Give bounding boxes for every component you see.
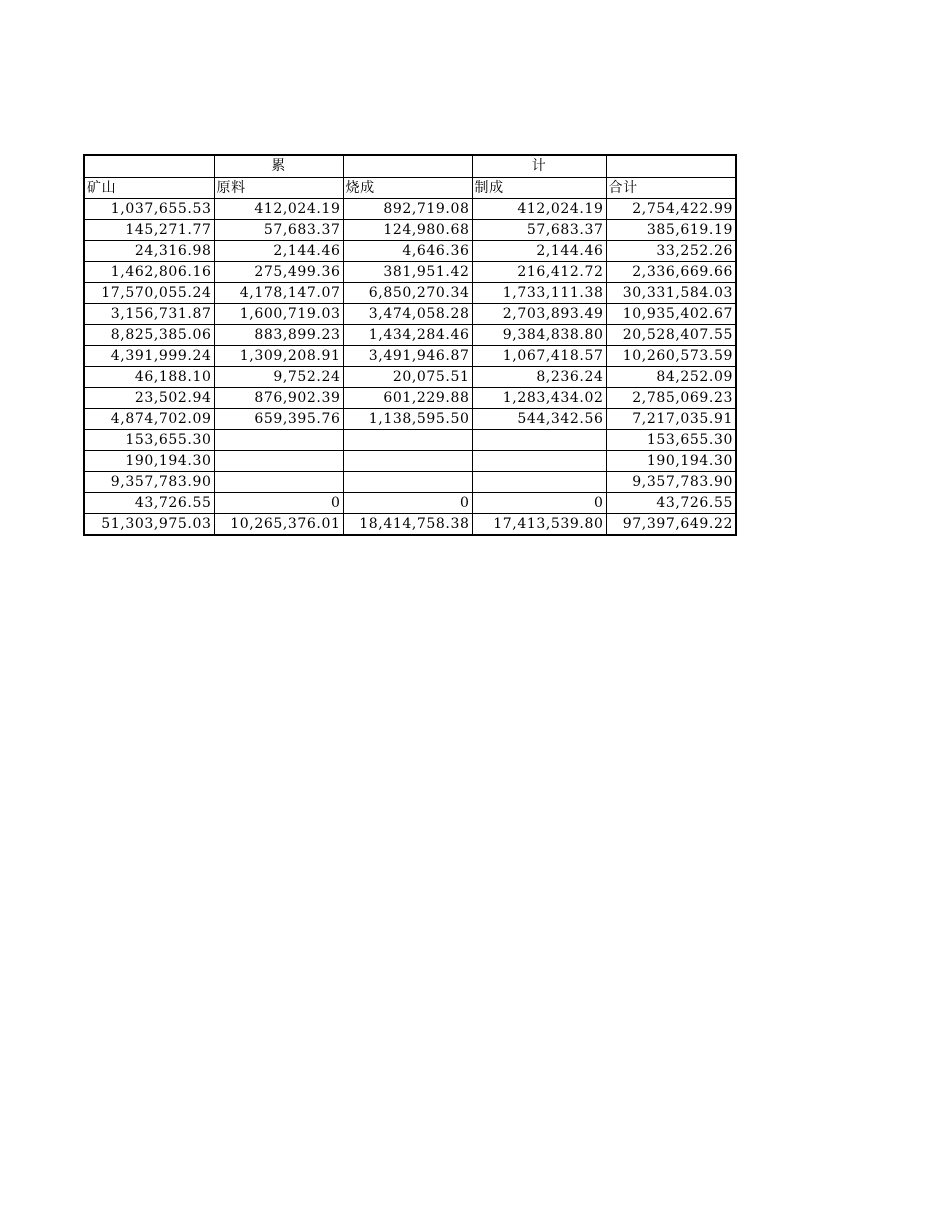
table-cell[interactable]: 9,357,783.90 xyxy=(85,471,214,492)
table-cell[interactable]: 10,260,573.59 xyxy=(606,345,735,366)
table-cell[interactable]: 84,252.09 xyxy=(606,366,735,387)
table-cell[interactable]: 57,683.37 xyxy=(472,219,606,240)
table-cell[interactable]: 33,252.26 xyxy=(606,240,735,261)
table-cell[interactable]: 1,462,806.16 xyxy=(85,261,214,282)
table-cell[interactable]: 876,902.39 xyxy=(214,387,343,408)
table-cell[interactable]: 9,384,838.80 xyxy=(472,324,606,345)
table-cell[interactable]: 381,951.42 xyxy=(343,261,472,282)
table-cell[interactable]: 20,528,407.55 xyxy=(606,324,735,345)
table-cell[interactable] xyxy=(343,471,472,492)
table-row xyxy=(85,345,735,366)
table-row xyxy=(85,261,735,282)
table-cell[interactable]: 2,336,669.66 xyxy=(606,261,735,282)
total-row xyxy=(85,513,735,534)
table-cell[interactable]: 4,874,702.09 xyxy=(85,408,214,429)
table-cell[interactable]: 892,719.08 xyxy=(343,198,472,219)
table-cell[interactable]: 17,570,055.24 xyxy=(85,282,214,303)
table-cell[interactable]: 190,194.30 xyxy=(606,450,735,471)
table-cell[interactable] xyxy=(472,450,606,471)
table-cell[interactable]: 17,413,539.80 xyxy=(472,513,606,534)
table-cell[interactable]: 124,980.68 xyxy=(343,219,472,240)
table-cell[interactable]: 153,655.30 xyxy=(85,429,214,450)
table-cell[interactable]: 275,499.36 xyxy=(214,261,343,282)
table-cell[interactable]: 153,655.30 xyxy=(606,429,735,450)
column-header-firing[interactable]: 烧成 xyxy=(343,177,472,198)
table-row xyxy=(85,492,735,513)
table-cell[interactable]: 2,144.46 xyxy=(214,240,343,261)
table-cell[interactable]: 2,144.46 xyxy=(472,240,606,261)
table-cell[interactable]: 1,037,655.53 xyxy=(85,198,214,219)
table-cell[interactable]: 10,935,402.67 xyxy=(606,303,735,324)
table-cell[interactable]: 3,156,731.87 xyxy=(85,303,214,324)
table-row xyxy=(85,387,735,408)
table-cell[interactable] xyxy=(343,429,472,450)
table-cell[interactable]: 8,236.24 xyxy=(472,366,606,387)
table-cell[interactable]: 30,331,584.03 xyxy=(606,282,735,303)
table-row xyxy=(85,408,735,429)
group-header-row xyxy=(85,156,735,177)
table-cell[interactable]: 1,733,111.38 xyxy=(472,282,606,303)
table-cell[interactable]: 97,397,649.22 xyxy=(606,513,735,534)
column-header-mine[interactable]: 矿山 xyxy=(85,177,214,198)
table-cell[interactable]: 216,412.72 xyxy=(472,261,606,282)
table-cell[interactable]: 883,899.23 xyxy=(214,324,343,345)
table-cell[interactable]: 145,271.77 xyxy=(85,219,214,240)
table-row xyxy=(85,366,735,387)
table-cell[interactable]: 46,188.10 xyxy=(85,366,214,387)
table-cell[interactable]: 4,178,147.07 xyxy=(214,282,343,303)
table-row xyxy=(85,282,735,303)
table-cell[interactable]: 18,414,758.38 xyxy=(343,513,472,534)
table-cell[interactable]: 659,395.76 xyxy=(214,408,343,429)
spreadsheet-table xyxy=(85,156,735,534)
table-cell[interactable]: 1,283,434.02 xyxy=(472,387,606,408)
table-cell[interactable]: 24,316.98 xyxy=(85,240,214,261)
table-row xyxy=(85,429,735,450)
table-cell[interactable]: 20,075.51 xyxy=(343,366,472,387)
table-cell[interactable]: 412,024.19 xyxy=(472,198,606,219)
table-cell[interactable]: 544,342.56 xyxy=(472,408,606,429)
table-cell[interactable]: 0 xyxy=(343,492,472,513)
table-cell[interactable]: 0 xyxy=(214,492,343,513)
table-cell[interactable]: 3,474,058.28 xyxy=(343,303,472,324)
group-header-cell[interactable]: 计 xyxy=(472,156,606,177)
column-header-raw-material[interactable]: 原料 xyxy=(214,177,343,198)
table-cell[interactable]: 385,619.19 xyxy=(606,219,735,240)
table-cell[interactable]: 51,303,975.03 xyxy=(85,513,214,534)
table-cell[interactable]: 2,754,422.99 xyxy=(606,198,735,219)
table-cell[interactable]: 1,434,284.46 xyxy=(343,324,472,345)
table-row xyxy=(85,240,735,261)
table-cell[interactable]: 1,600,719.03 xyxy=(214,303,343,324)
table-row xyxy=(85,198,735,219)
table-cell[interactable]: 1,067,418.57 xyxy=(472,345,606,366)
table-cell[interactable]: 9,357,783.90 xyxy=(606,471,735,492)
table-cell[interactable]: 4,391,999.24 xyxy=(85,345,214,366)
table-row xyxy=(85,450,735,471)
group-header-cell[interactable]: 累 xyxy=(214,156,343,177)
table-cell[interactable]: 7,217,035.91 xyxy=(606,408,735,429)
table-cell[interactable]: 23,502.94 xyxy=(85,387,214,408)
table-cell[interactable]: 4,646.36 xyxy=(343,240,472,261)
table-cell[interactable]: 57,683.37 xyxy=(214,219,343,240)
table-cell[interactable]: 43,726.55 xyxy=(85,492,214,513)
table-cell[interactable]: 9,752.24 xyxy=(214,366,343,387)
table-cell[interactable]: 601,229.88 xyxy=(343,387,472,408)
table-cell[interactable] xyxy=(214,471,343,492)
group-header-cell[interactable] xyxy=(606,156,735,177)
column-header-row xyxy=(85,177,735,198)
table-cell[interactable] xyxy=(472,471,606,492)
table-cell[interactable] xyxy=(472,429,606,450)
table-cell[interactable]: 43,726.55 xyxy=(606,492,735,513)
table-cell[interactable]: 2,785,069.23 xyxy=(606,387,735,408)
table-cell[interactable]: 3,491,946.87 xyxy=(343,345,472,366)
column-header-total[interactable]: 合计 xyxy=(606,177,735,198)
table-cell[interactable]: 412,024.19 xyxy=(214,198,343,219)
group-header-cell[interactable] xyxy=(85,156,214,177)
table-cell[interactable]: 190,194.30 xyxy=(85,450,214,471)
table-cell[interactable]: 0 xyxy=(472,492,606,513)
table-row xyxy=(85,219,735,240)
spreadsheet-table-frame xyxy=(83,154,737,536)
table-row xyxy=(85,471,735,492)
table-row xyxy=(85,303,735,324)
table-cell[interactable] xyxy=(214,450,343,471)
table-cell[interactable]: 2,703,893.49 xyxy=(472,303,606,324)
table-cell[interactable]: 8,825,385.06 xyxy=(85,324,214,345)
table-row xyxy=(85,324,735,345)
table-cell[interactable] xyxy=(214,429,343,450)
table-cell[interactable] xyxy=(343,450,472,471)
table-cell[interactable]: 1,138,595.50 xyxy=(343,408,472,429)
group-header-cell[interactable] xyxy=(343,156,472,177)
column-header-production[interactable]: 制成 xyxy=(472,177,606,198)
table-cell[interactable]: 6,850,270.34 xyxy=(343,282,472,303)
table-cell[interactable]: 1,309,208.91 xyxy=(214,345,343,366)
table-cell[interactable]: 10,265,376.01 xyxy=(214,513,343,534)
